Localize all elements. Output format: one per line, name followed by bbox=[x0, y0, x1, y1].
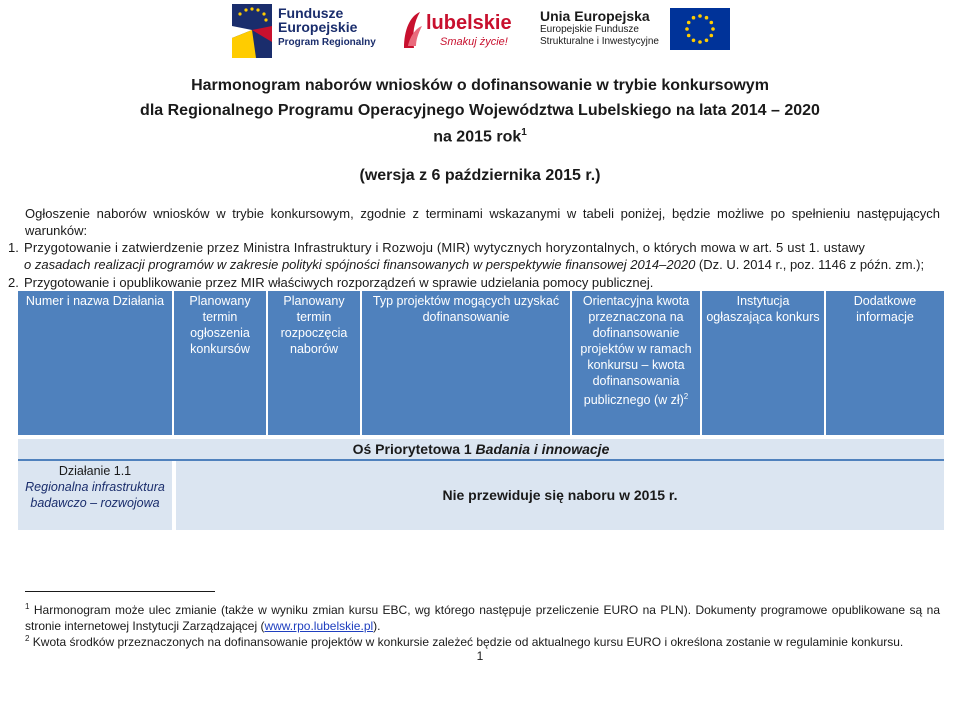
document-title-line3 bbox=[0, 127, 960, 146]
table-header-notes: Dodatkowe informacje bbox=[826, 291, 944, 435]
footnote-mark-2: 2 bbox=[25, 634, 30, 643]
intro-paragraph: Ogłoszenie naborów wniosków w trybie konkursowym, zgodnie z terminami wskazanymi w tabeli poniżej, będzie możliwe po spełnieniu następujących warunków: bbox=[25, 206, 940, 238]
fe-logo-line3: Program Regionalny bbox=[278, 37, 376, 48]
condition-item-1 bbox=[8, 239, 940, 273]
fe-logo-line2: Europejskie bbox=[278, 19, 358, 35]
schedule-table bbox=[18, 291, 944, 530]
ue-logo-line1: Unia Europejska bbox=[540, 8, 650, 24]
condition-text: Przygotowanie i opublikowanie przez MIR właściwych rozporządzeń w sprawie udzielania pomocy publicznej. bbox=[24, 275, 654, 290]
priority-axis-label: Oś Priorytetowa 1 bbox=[352, 441, 476, 457]
footnote-mark-1: 1 bbox=[25, 602, 30, 611]
condition-number: 2. bbox=[8, 275, 19, 290]
law-title: o zasadach realizacji programów w zakresie polityki spójności finansowanych w perspektywie finansowej 2014 bbox=[24, 257, 660, 272]
law-citation: (Dz. U. 2014 r., poz. 1146 z późn. zm.); bbox=[695, 257, 925, 272]
ue-logo-line2: Europejskie Fundusze bbox=[540, 24, 639, 35]
footnote-1-end: ). bbox=[373, 619, 381, 633]
table-header-amount-text: Orientacyjna kwota przeznaczona na dofinansowanie projektów w ramach konkursu – kwota dofinansowania publicznego (w zł) bbox=[580, 294, 692, 408]
law-title-dash: – bbox=[659, 257, 667, 272]
footnote-ref-2: 2 bbox=[683, 392, 689, 401]
document-title-year: na 2015 rok bbox=[433, 128, 522, 146]
condition-item-2 bbox=[8, 274, 940, 291]
table-cell-action bbox=[18, 461, 172, 530]
footnote-2-text: Kwota środków przeznaczonych na dofinansowanie projektów w konkursie zależeć będzie od aktualnego kursu EURO i określona zostanie w regulaminie konkursu. bbox=[32, 635, 904, 649]
table-header-action: Numer i nazwa Działania bbox=[18, 291, 174, 435]
document-version: (wersja z 6 października 2015 r.) bbox=[359, 167, 601, 184]
law-title-year: 2020 bbox=[666, 257, 696, 272]
fundusze-europejskie-logo-icon bbox=[230, 4, 274, 58]
logo-lubelskie bbox=[400, 4, 510, 58]
priority-axis-name: Badania i innowacje bbox=[475, 441, 610, 457]
document-title-line2: dla Regionalnego Programu Operacyjnego Województwa Lubelskiego na lata 2014 – 2020 bbox=[140, 102, 820, 119]
lubelskie-logo-icon bbox=[400, 10, 424, 50]
footnote-1 bbox=[25, 599, 940, 634]
table-cell-note: Nie przewiduje się naboru w 2015 r. bbox=[176, 461, 944, 530]
table-header-project-type: Typ projektów mogących uzyskać dofinansowanie bbox=[362, 291, 572, 435]
footnote-1-text: Harmonogram może ulec zmianie (także w wyniku zmian kursu EBC, wg którego następuje przeliczenie EURO na PLN). Dokumenty programowe opublikowane są na stronie internetowej Instytucji Zarządzającej ( bbox=[25, 603, 940, 633]
condition-number: 1. bbox=[8, 240, 19, 255]
logo-fundusze-europejskie bbox=[230, 4, 390, 58]
lubelskie-logo-name: lubelskie bbox=[426, 12, 512, 34]
priority-axis-row bbox=[18, 439, 944, 459]
eu-flag-icon bbox=[670, 8, 730, 50]
footnote-2 bbox=[25, 631, 940, 650]
table-header-amount bbox=[572, 291, 702, 435]
table-header-institution: Instytucja ogłaszająca konkurs bbox=[702, 291, 826, 435]
table-header-announce-date: Planowany termin ogłoszenia konkursów bbox=[174, 291, 268, 435]
ue-logo-line3: Strukturalne i Inwestycyjne bbox=[540, 36, 659, 47]
action-name: Regionalna infrastruktura badawczo – rozwojowa bbox=[25, 480, 165, 510]
footnote-ref-1: 1 bbox=[521, 127, 527, 138]
page-number: 1 bbox=[476, 649, 484, 663]
table-header-start-date: Planowany termin rozpoczęcia naborów bbox=[268, 291, 362, 435]
logo-unia-europejska bbox=[540, 4, 740, 58]
action-number: Działanie 1.1 bbox=[58, 464, 132, 478]
document-title-line1: Harmonogram naborów wniosków o dofinansowanie w trybie konkursowym bbox=[191, 77, 769, 94]
fe-logo-line1: Fundusze bbox=[278, 5, 344, 21]
condition-text: Przygotowanie i zatwierdzenie przez Ministra Infrastruktury i Rozwoju (MIR) wytycznych horyzontalnych, o których mowa w art. 5 ust 1. ustawy bbox=[24, 240, 866, 255]
condition-text-continued bbox=[8, 256, 940, 273]
footnote-rule bbox=[25, 591, 215, 592]
rpo-link[interactable]: www.rpo.lubelskie.pl bbox=[264, 619, 374, 633]
lubelskie-logo-slogan: Smakuj życie! bbox=[440, 36, 508, 48]
